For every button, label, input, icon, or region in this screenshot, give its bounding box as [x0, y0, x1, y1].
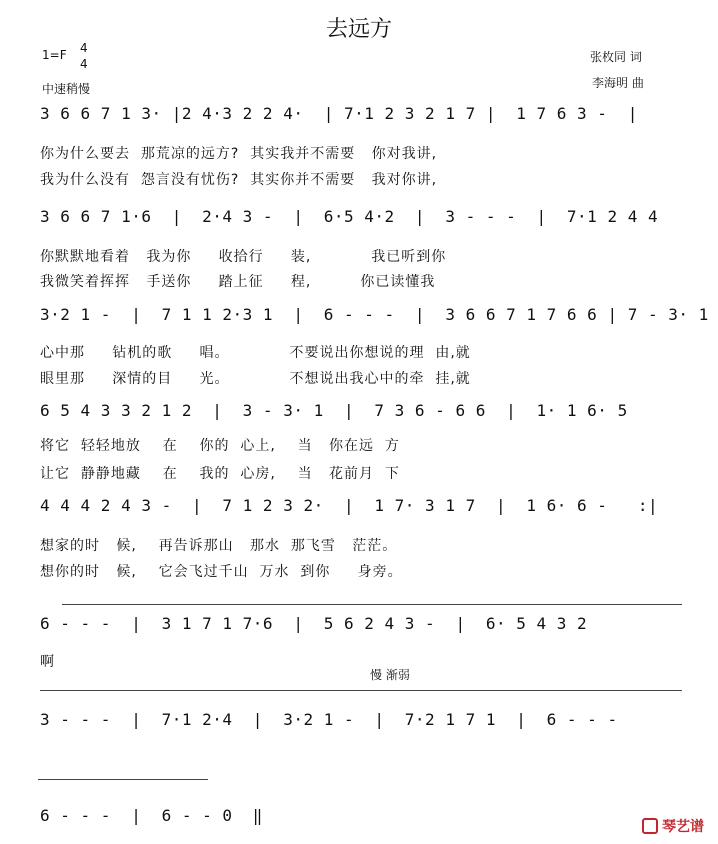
slur-line [40, 690, 682, 691]
lyric-line-1-verse-2: 我为什么没有 怨言没有忧伤? 其实你并不需要 我对你讲, [40, 172, 438, 188]
notation-line-6: 6 - - - | 3 1 7 1 7·6 | 5 6 2 4 3 - | 6· 5 4 3 2 [40, 614, 588, 633]
notation-line-2: 3 6 6 7 1·6 | 2·4 3 - | 6·5 4·2 | 3 - - - | 7·1 2 4 4 [40, 207, 659, 226]
notation-line-1: 3 6 6 7 1 3· |2 4·3 2 2 4· | 7·1 2 3 2 1 7 | 1 7 6 3 - | [40, 104, 638, 123]
slur-line [38, 779, 208, 780]
notation-line-4: 6 5 4 3 3 2 1 2 | 3 - 3· 1 | 7 3 6 - 6 6 | 1· 1 6· 5 [40, 401, 628, 420]
lyric-line-5-verse-2: 想你的时 候, 它会飞过千山 万水 到你 身旁。 [40, 564, 403, 580]
lyric-line-5-verse-1: 想家的时 候, 再告诉那山 那水 那飞雪 茫茫。 [40, 538, 398, 554]
dynamics-annotation: 慢 渐弱 [370, 668, 410, 682]
composer-credit: 李海明 曲 [592, 76, 644, 90]
tempo-marking: 中速稍慢 [42, 82, 91, 96]
time-signature [80, 40, 88, 72]
time-signature-bottom: 4 [80, 57, 88, 71]
notation-line-7: 3 - - - | 7·1 2·4 | 3·2 1 - | 7·2 1 7 1 | 6 - - - [40, 710, 618, 729]
lyric-line-2-verse-1: 你默默地看着 我为你 收拾行 装, 我已听到你 [40, 249, 447, 265]
notation-line-5: 4 4 4 2 4 3 - | 7 1 2 3 2· | 1 7· 3 1 7 | 1 6· 6 - :| [40, 496, 659, 515]
notation-line-8: 6 - - - | 6 - - 0 ‖ [40, 806, 263, 825]
lyric-line-2-verse-2: 我微笑着挥挥 手送你 踏上征 程, 你已读懂我 [40, 274, 436, 290]
lyricist-credit: 张枚同 词 [590, 50, 642, 64]
song-title: 去远方 [325, 17, 392, 42]
watermark-text: 琴艺谱 [662, 819, 704, 835]
lyric-line-4-verse-2: 让它 静静地藏 在 我的 心房, 当 花前月 下 [40, 466, 400, 482]
lyric-line-3-verse-1: 心中那 钻机的歌 唱。 不要说出你想说的理 由,就 [40, 345, 471, 361]
lyric-line-6: 啊 [40, 654, 55, 670]
lyric-line-3-verse-2: 眼里那 深情的目 光。 不想说出我心中的牵 挂,就 [40, 371, 471, 387]
logo-icon [642, 818, 658, 834]
watermark-logo [642, 816, 704, 836]
notation-line-3: 3·2 1 - | 7 1 1 2·3 1 | 6 - - - | 3 6 6 7 1 7 6 6 | 7 - 3· 1 [40, 305, 709, 324]
key-signature: 1=F [42, 48, 67, 62]
slur-line [62, 604, 682, 605]
lyric-line-4-verse-1: 将它 轻轻地放 在 你的 心上, 当 你在远 方 [40, 438, 400, 454]
time-signature-top: 4 [80, 41, 88, 55]
lyric-line-1-verse-1: 你为什么要去 那荒凉的远方? 其实我并不需要 你对我讲, [40, 146, 438, 162]
